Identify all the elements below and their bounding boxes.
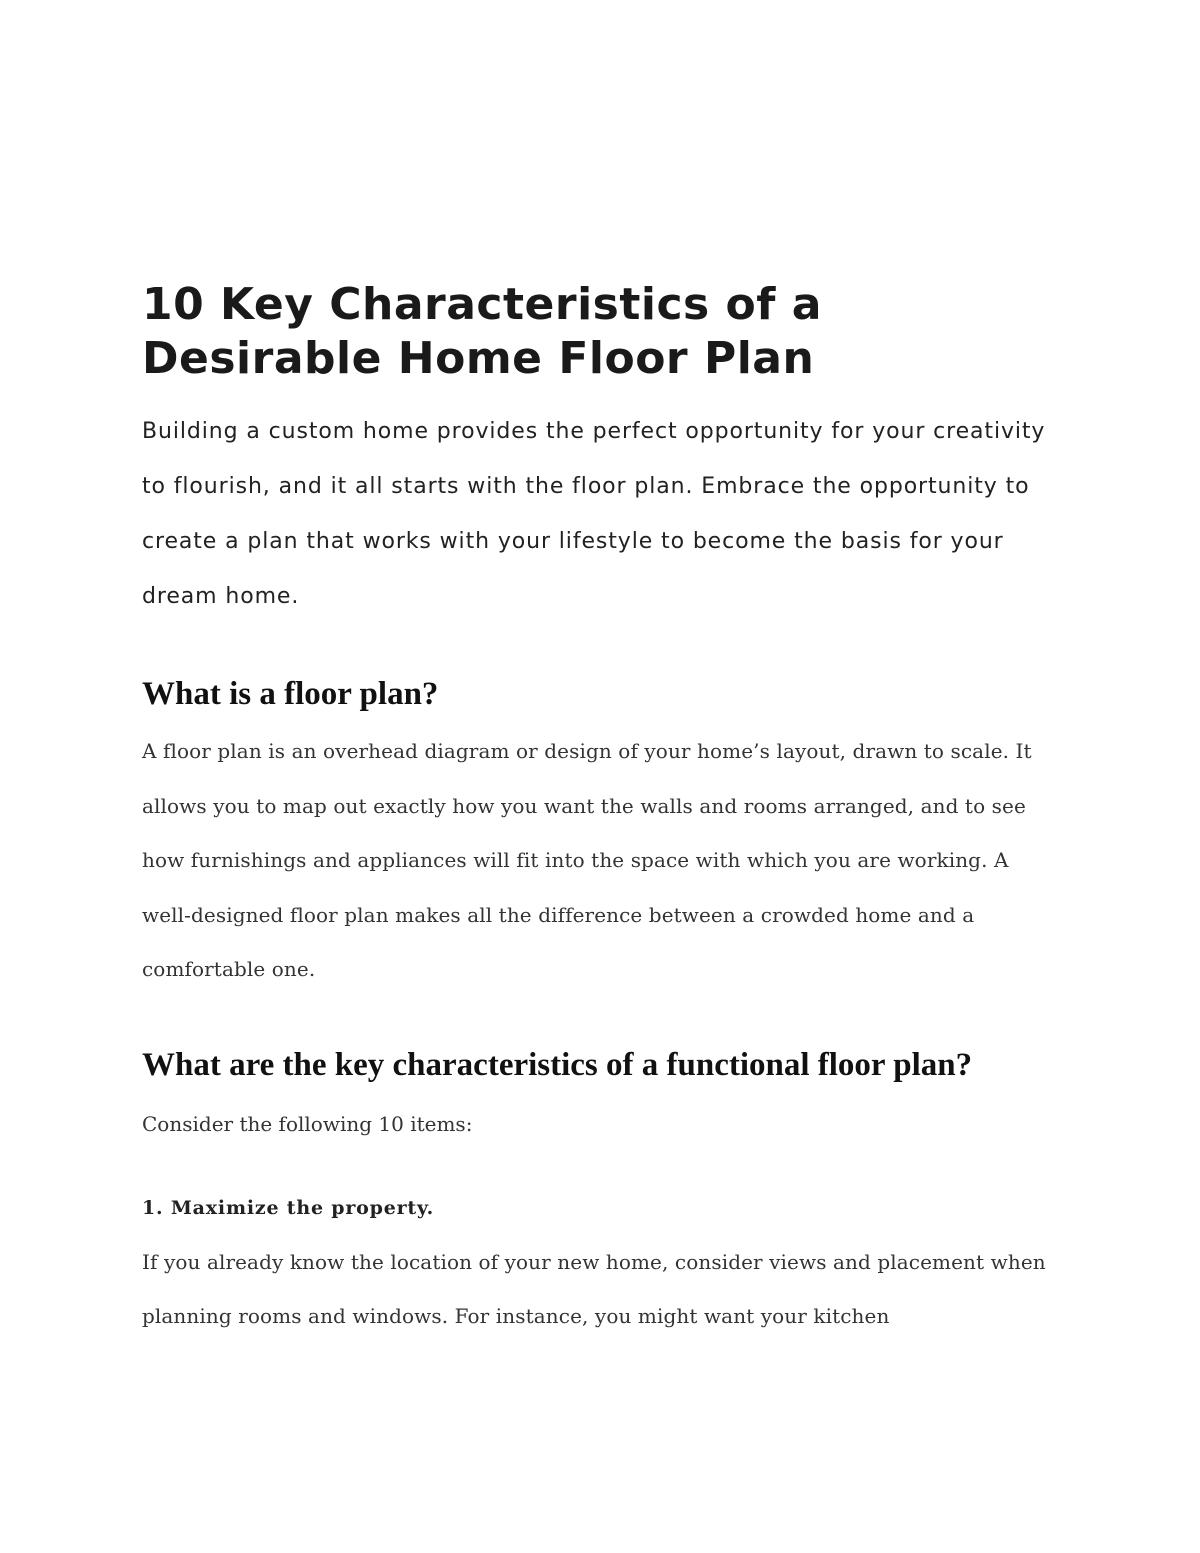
section-heading-key-characteristics: What are the key characteristics of a functional floor plan? (142, 1046, 973, 1083)
intro-paragraph: Building a custom home provides the perfect opportunity for your creativity to flourish, and it all starts with the floor plan. Embrace the opportunity to create a plan that works with your lifestyle to become the basis for your dream home. (142, 419, 1046, 609)
title-line-2: Desirable Home Floor Plan (142, 333, 815, 384)
characteristics-lead: Consider the following 10 items: (142, 1111, 473, 1136)
item-heading-1: 1. Maximize the property. (142, 1196, 435, 1219)
floor-plan-paragraph: A floor plan is an overhead diagram or design of your home’s layout, drawn to scale. It allows you to map out exactly how you want the walls and rooms arranged, and to see how furnishings and appliances will fit into the space with which you are working. A well-designed floor plan makes all the difference between a crowded home and a comfortable one. (142, 739, 1032, 981)
title-line-1: 10 Key Characteristics of a (142, 279, 822, 330)
document-title (142, 278, 1062, 386)
document-content (142, 278, 1062, 1344)
section-heading-floor-plan: What is a floor plan? (142, 676, 439, 712)
item-paragraph-1: If you already know the location of your new home, consider views and placement when planning rooms and windows. For instance, you might want your kitchen (142, 1249, 1046, 1328)
